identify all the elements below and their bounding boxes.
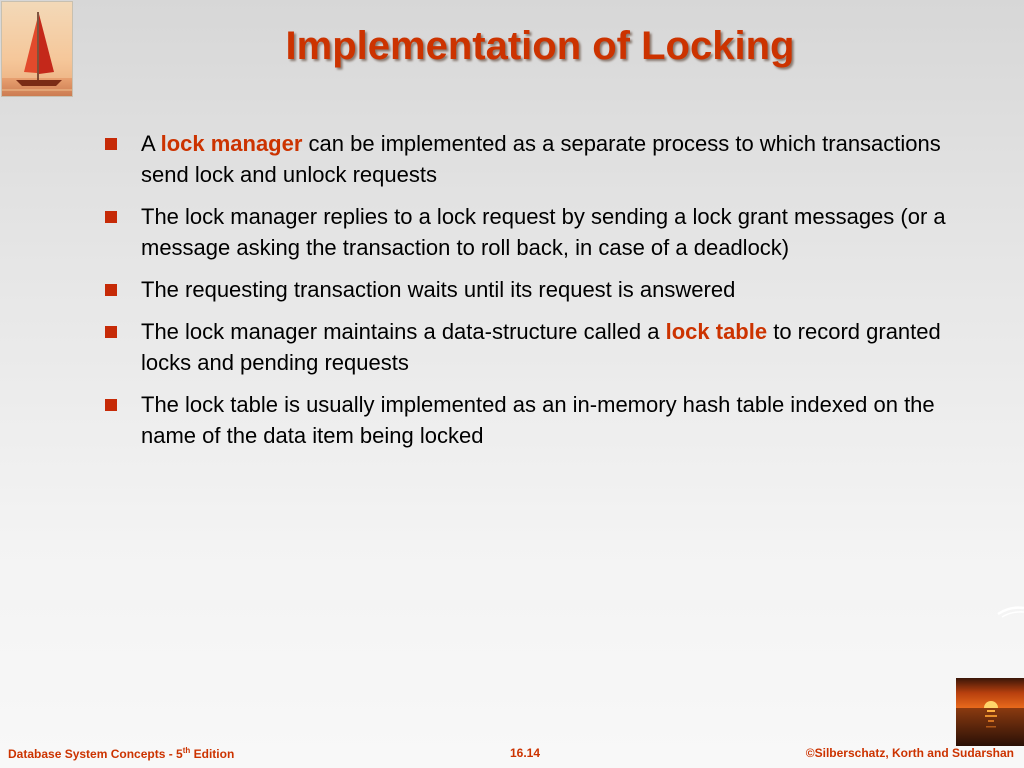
keyword-lock-table: lock table [665, 319, 768, 344]
footer-edition: Edition [190, 747, 235, 761]
bullet-item [104, 316, 954, 378]
footer-copyright: ©Silberschatz, Korth and Sudarshan [805, 746, 1014, 760]
bullet-item [104, 274, 954, 305]
square-bullet-icon [105, 399, 117, 411]
slide-title: Implementation of Locking [285, 24, 795, 68]
square-bullet-icon [105, 138, 117, 150]
bullet-text: to record granted locks and pending requests [141, 319, 941, 375]
bullet-item [104, 201, 954, 263]
bullet-list [104, 128, 954, 462]
bullet-item [104, 389, 954, 451]
square-bullet-icon [105, 211, 117, 223]
bullet-text: can be implemented as a separate process to which transactions send lock and unlock requests [141, 131, 941, 187]
footer-edition-sup: th [182, 746, 191, 755]
keyword-lock-manager: lock manager [160, 131, 303, 156]
bullet-text: The lock table is usually implemented as an in-memory hash table indexed on the name of the data item being locked [141, 392, 935, 448]
bullet-text: The lock manager maintains a data-structure called a [141, 319, 666, 344]
sunset-logo-icon [956, 678, 1024, 746]
bullet-text: The requesting transaction waits until its request is answered [141, 277, 736, 302]
bullet-item [104, 128, 954, 190]
square-bullet-icon [105, 326, 117, 338]
footer-course-title [8, 746, 234, 761]
footer-page-number: 16.14 [510, 746, 541, 760]
swoosh-decoration-icon [996, 602, 1024, 620]
bullet-text: A [141, 131, 161, 156]
footer-book-title: Database System Concepts - 5 [8, 747, 183, 761]
bullet-text: The lock manager replies to a lock request by sending a lock grant messages (or a message asking the transaction to roll back, in case of a deadlock) [141, 204, 946, 260]
square-bullet-icon [105, 284, 117, 296]
